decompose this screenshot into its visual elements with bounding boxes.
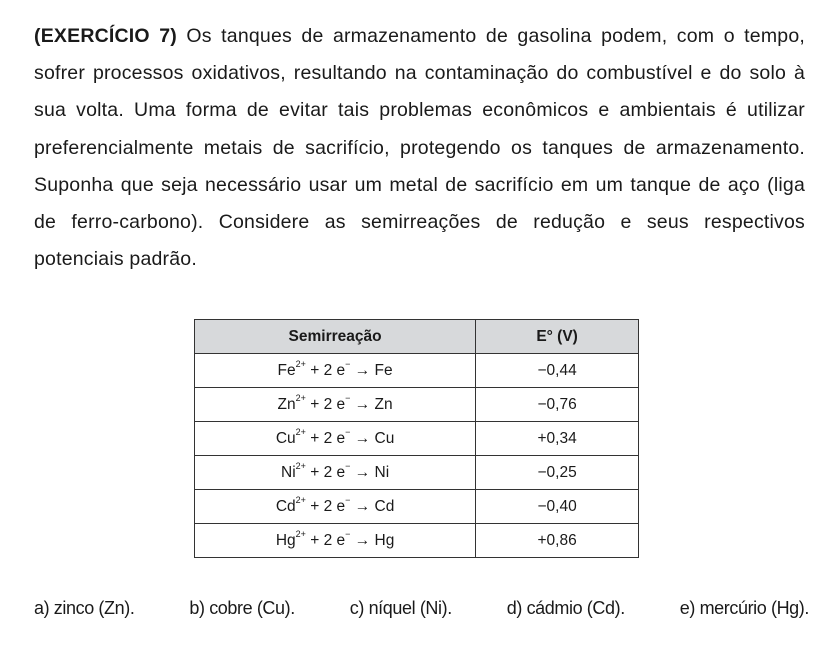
option-a[interactable]: a) zinco (Zn). [34,598,135,618]
product-metal: Ni [374,463,390,481]
exercise-body: Os tanques de armazenamento de gasolina podem, com o tempo, sofrer processos oxidativos, resultando na contaminação do combustível e do solo à sua volta. Uma forma de evitar tais problemas econômicos e ambientais é utilizar preferencialmente metais de sacrifício, protegendo os tanques de armazenamento. Suponha que seja necessário usar um metal de sacrifício em um tanque de aço (liga de ferro-carbono). Considere as semirreações de redução e seus respectivos potenciais padrão. [34,25,805,271]
reactant-ion: Hg [275,531,296,549]
reaction-arrow: → [350,531,375,549]
electrons: + 2 e [305,395,346,413]
table-row [195,524,639,558]
table-row [195,456,639,490]
ion-charge: 2+ [295,494,306,505]
option-b[interactable]: b) cobre (Cu). [189,598,295,618]
product-metal: Zn [374,395,393,413]
table-row [195,422,639,456]
potential-cell: −0,25 [476,456,639,490]
table-row [195,388,639,422]
reactant-ion: Ni [281,463,296,481]
electrons: + 2 e [305,497,346,515]
electron-charge: − [345,460,351,471]
answer-options [34,598,809,619]
ion-charge: 2+ [295,358,306,369]
table-header-row [195,320,639,354]
potential-cell: −0,76 [476,388,639,422]
reaction-arrow: → [350,361,375,379]
exercise-title: (EXERCÍCIO 7) [34,25,177,47]
header-half-reaction: Semirreação [195,320,476,354]
potential-cell: −0,44 [476,354,639,388]
reaction-arrow: → [350,463,375,481]
half-reactions-table [194,319,639,558]
potential-cell: −0,40 [476,490,639,524]
half-reaction-cell [195,524,476,558]
table-row [195,354,639,388]
electron-charge: − [345,528,351,539]
option-d[interactable]: d) cádmio (Cd). [506,598,625,618]
reaction-arrow: → [350,429,375,447]
option-c[interactable]: c) níquel (Ni). [349,598,452,618]
electron-charge: − [345,494,351,505]
half-reaction-cell [195,388,476,422]
reactant-ion: Cu [275,429,296,447]
reactant-ion: Fe [277,361,296,379]
reactant-ion: Zn [277,395,296,413]
electron-charge: − [345,426,351,437]
half-reaction-cell [195,490,476,524]
reaction-arrow: → [350,497,375,515]
table-row [195,490,639,524]
electron-charge: − [345,392,351,403]
electrons: + 2 e [305,429,346,447]
ion-charge: 2+ [295,426,306,437]
product-metal: Fe [374,361,393,379]
product-metal: Hg [374,531,395,549]
electron-charge: − [345,358,351,369]
reaction-arrow: → [350,395,375,413]
header-potential: E° (V) [476,320,639,354]
product-metal: Cu [374,429,395,447]
electrons: + 2 e [305,463,346,481]
ion-charge: 2+ [295,528,306,539]
option-e[interactable]: e) mercúrio (Hg). [679,598,809,618]
half-reaction-cell [195,422,476,456]
product-metal: Cd [374,497,395,515]
reactant-ion: Cd [275,497,296,515]
potential-cell: +0,34 [476,422,639,456]
electrons: + 2 e [305,361,346,379]
ion-charge: 2+ [295,392,306,403]
half-reaction-cell [195,456,476,490]
ion-charge: 2+ [295,460,306,471]
question-text [34,18,805,278]
half-reaction-cell [195,354,476,388]
electrons: + 2 e [305,531,346,549]
potential-cell: +0,86 [476,524,639,558]
